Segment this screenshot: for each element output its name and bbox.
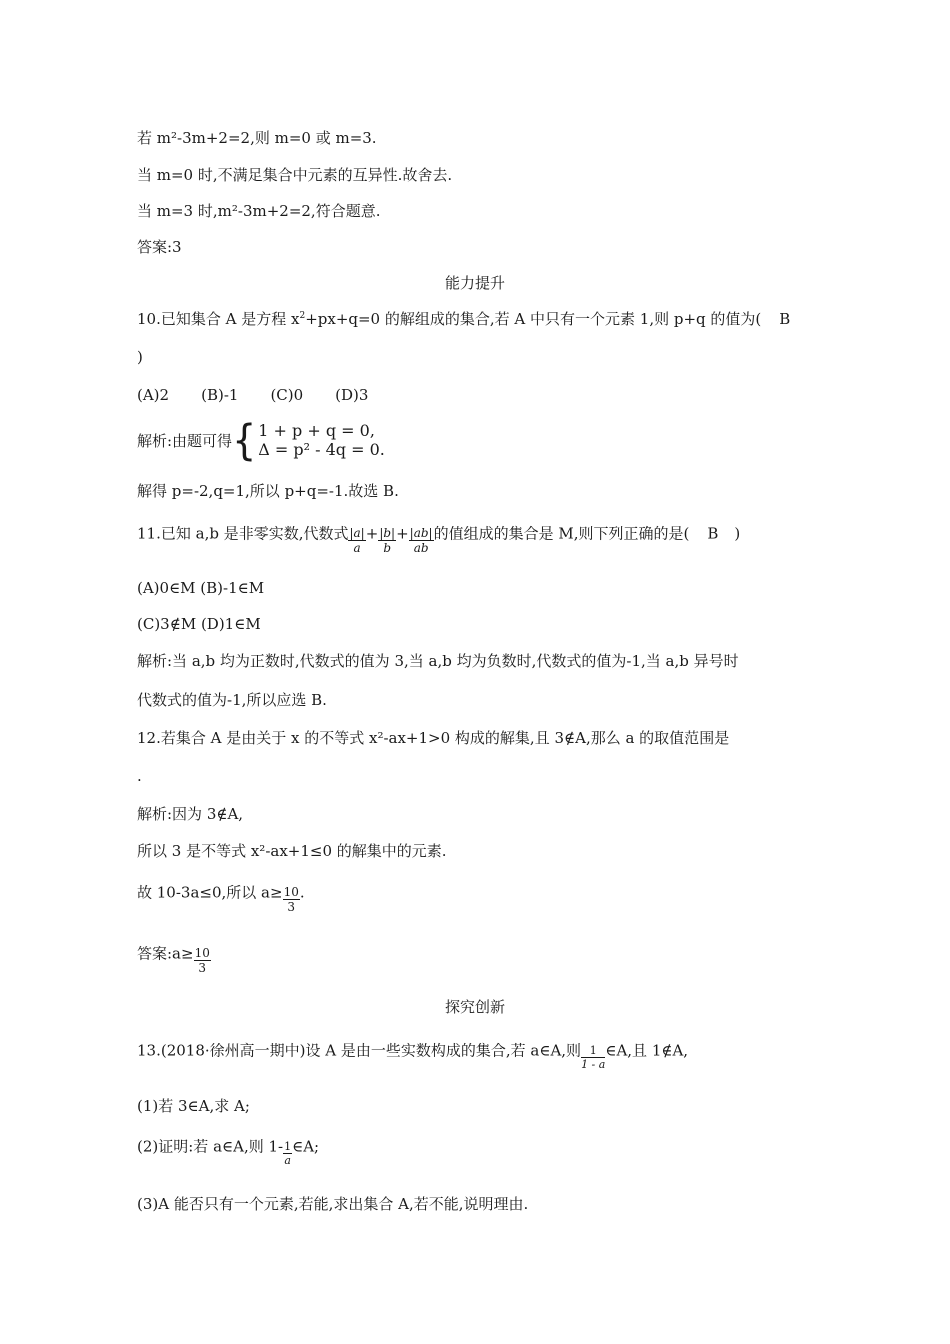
q11-stem-b: 的值组成的集合是 M,则下列正确的是( [433, 524, 690, 543]
question-12-stem: 12.若集合 A 是由关于 x 的不等式 x²-ax+1>0 构成的解集,且 3∉A,那么 a 的取值范围是 [137, 729, 730, 747]
q12-analysis-2: 所以 3 是不等式 x²-ax+1≤0 的解集中的元素. [137, 842, 447, 860]
fraction-1-over-a: $\frac{1}{a}$ [284, 1140, 292, 1167]
left-brace: { [232, 415, 257, 465]
q10-option-b: (B)-1 [201, 386, 239, 404]
fraction-1-over-1-minus-a: $\frac{1}{1 - a}$ [581, 1044, 606, 1071]
q10-option-d: (D)3 [335, 386, 369, 404]
q11-answer: B [707, 524, 719, 543]
question-11-stem: 11.已知 a,b 是非零实数,代数式 $\frac{|a|}{a}$ + $\frac{|b|}{b}$ + $\frac{|ab|}{ab}$ 的值组成的集合是 M,则下列正确的是( B ) [137, 524, 741, 555]
q10-analysis-prefix: 解析:由题可得 [137, 431, 233, 450]
q12-analysis-3: 故 10-3a≤0,所以 a≥ $\frac{10}{3}$ . [137, 883, 305, 914]
question-13-stem: 13.(2018·徐州高一期中)设 A 是由一些实数构成的集合,若 a∈A,则 $\frac{1}{1 - a}$ ∈A,且 1∉A, [137, 1041, 689, 1071]
q11-analysis-2: 代数式的值为-1,所以应选 B. [137, 691, 327, 709]
q13-part-2: (2)证明:若 a∈A,则 1- $\frac{1}{a}$ ∈A; [137, 1137, 320, 1167]
q10-close: ) [137, 348, 143, 366]
text-line: 当 m=0 时,不满足集合中元素的互异性.故舍去. [137, 166, 453, 184]
q10-equation-2: Δ = p² - 4q = 0. [258, 440, 385, 459]
section-heading: 能力提升 [444, 274, 505, 292]
fraction-abs-a: $\frac{|a|}{a}$ [349, 526, 365, 555]
q10-options [137, 385, 368, 405]
text-line: 当 m=3 时,m²-3m+2=2,符合题意. [137, 202, 381, 220]
q10-stem-b: +px+q=0 的解组成的集合,若 A 中只有一个元素 1,则 p+q 的值为( [305, 310, 762, 328]
q10-answer: B [779, 310, 791, 328]
fraction-10-over-3: $\frac{10}{3}$ [283, 885, 299, 914]
q12-analysis-1: 解析:因为 3∉A, [137, 805, 244, 823]
fraction-abs-ab: $\frac{|ab|}{ab}$ [409, 526, 433, 555]
section-heading: 探究创新 [444, 998, 505, 1016]
q11-stem-a: 11.已知 a,b 是非零实数,代数式 [137, 524, 349, 543]
q10-stem-a: 10.已知集合 A 是方程 x [137, 310, 300, 328]
text-line: 若 m²-3m+2=2,则 m=0 或 m=3. [137, 129, 377, 147]
q12-blank-end: . [137, 767, 142, 785]
q10-analysis-system [137, 415, 385, 465]
q11-analysis-1: 解析:当 a,b 均为正数时,代数式的值为 3,当 a,b 均为负数时,代数式的值为-1,当 a,b 异号时 [137, 652, 739, 670]
q10-option-a: (A)2 [137, 386, 170, 404]
q13-part-3: (3)A 能否只有一个元素,若能,求出集合 A,若不能,说明理由. [137, 1195, 529, 1213]
q10-option-c: (C)0 [270, 386, 304, 404]
question-10-stem: 10.已知集合 A 是方程 $x^2+px+q=0$ 的解组成的集合,若 A 中只有一个元素 1,则 p+q 的值为( B [137, 310, 791, 328]
q12-answer: 答案:a≥ $\frac{10}{3}$ [137, 944, 210, 975]
q10-equation-1: 1 + p + q = 0, [258, 421, 375, 440]
answer-line: 答案:3 [137, 238, 182, 256]
q11-options-row-1: (A)0∈M (B)-1∈M [137, 579, 265, 597]
q10-solution: 解得 p=-2,q=1,所以 p+q=-1.故选 B. [137, 482, 399, 500]
fraction-abs-b: $\frac{|b|}{b}$ [379, 526, 396, 555]
q13-part-1: (1)若 3∈A,求 A; [137, 1097, 250, 1115]
fraction-10-over-3: $\frac{10}{3}$ [194, 946, 210, 975]
q11-options-row-2: (C)3∉M (D)1∈M [137, 615, 261, 633]
